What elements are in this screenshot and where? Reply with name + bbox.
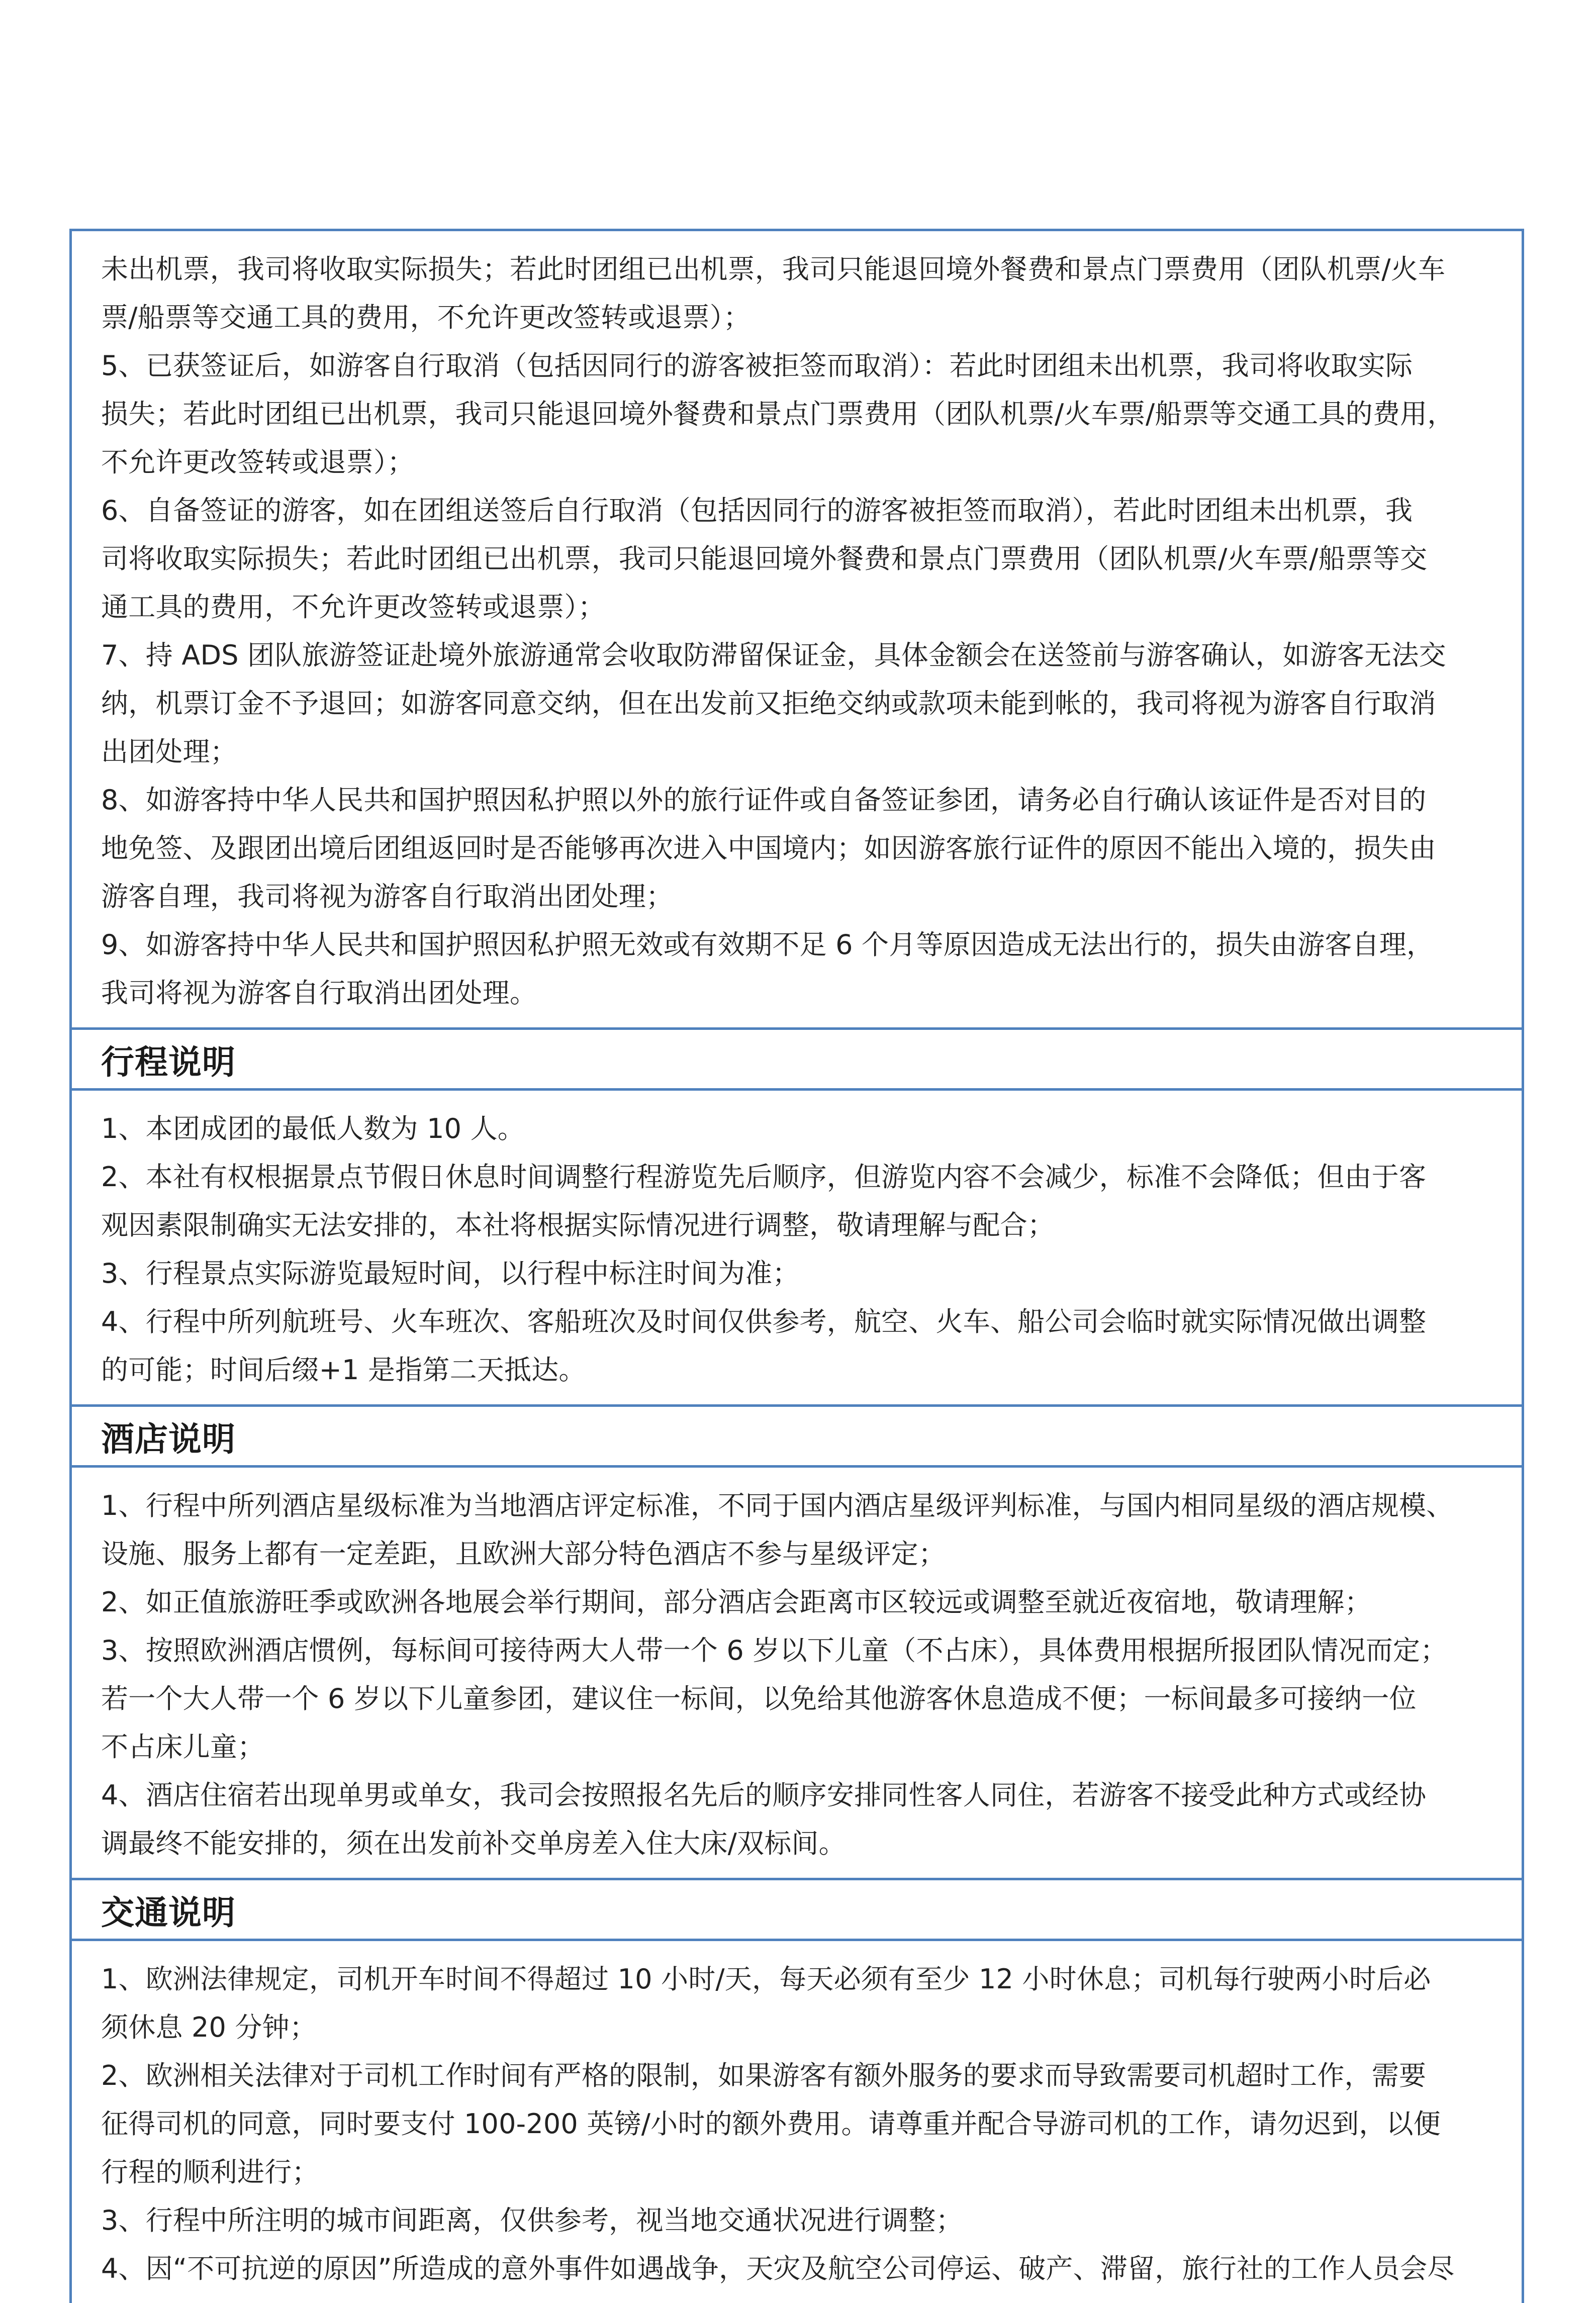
text-line: 6、自备签证的游客，如在团组送签后自行取消（包括因同行的游客被拒签而取消），若此时团组未出机票，我 xyxy=(101,495,1413,526)
text-line: 8、如游客持中华人民共和国护照因私护照以外的旅行证件或自备签证参团，请务必自行确认该证件是否对目的 xyxy=(101,784,1427,816)
text-line: 1、欧洲法律规定，司机开车时间不得超过 10 小时/天，每天必须有至少 12 小时休息；司机每行驶两小时后必 xyxy=(101,1963,1431,1995)
text-line: 通工具的费用，不允许更改签转或退票）； xyxy=(101,591,605,623)
text-line: 行程的顺利进行； xyxy=(101,2156,319,2188)
hotel-block xyxy=(72,1468,1522,1878)
cancellation-terms-block xyxy=(72,231,1522,1027)
text-line: 设施、服务上都有一定差距，且欧洲大部分特色酒店不参与星级评定； xyxy=(101,1538,946,1570)
text-line: 我司将视为游客自行取消出团处理。 xyxy=(101,977,537,1009)
text-line: 9、如游客持中华人民共和国护照因私护照无效或有效期不足 6 个月等原因造成无法出行的，损失由游客自理， xyxy=(101,929,1434,961)
text-line: 地免签、及跟团出境后团组返回时是否能够再次进入中国境内；如因游客旅行证件的原因不能出入境的，损失由 xyxy=(101,832,1436,864)
text-line: 4、行程中所列航班号、火车班次、客船班次及时间仅供参考，航空、火车、船公司会临时就实际情况做出调整 xyxy=(101,1306,1427,1337)
hotel-header xyxy=(72,1404,1522,1468)
text-line: 观因素限制确实无法安排的，本社将根据实际情况进行调整，敬请理解与配合； xyxy=(101,1209,1055,1241)
text-line: 纳，机票订金不予退回；如游客同意交纳，但在出发前又拒绝交纳或款项未能到帐的，我司将视为游客自行取消 xyxy=(101,688,1436,719)
text-line: 5、已获签证后，如游客自行取消（包括因同行的游客被拒签而取消）：若此时团组未出机票，我司将收取实际 xyxy=(101,350,1413,381)
text-line: 4、因“不可抗逆的原因”所造成的意外事件如遇战争，天灾及航空公司停运、破产、滞留，旅行社的工作人员会尽 xyxy=(101,2253,1455,2284)
text-line: 未出机票，我司将收取实际损失；若此时团组已出机票，我司只能退回境外餐费和景点门票费用（团队机票/火车 xyxy=(101,253,1446,285)
itinerary-title: 行程说明 xyxy=(101,1042,236,1082)
text-line: 的可能；时间后缀+1 是指第二天抵达。 xyxy=(101,1354,586,1386)
text-line: 调最终不能安排的，须在出发前补交单房差入住大床/双标间。 xyxy=(101,1828,846,1859)
text-line: 1、本团成团的最低人数为 10 人。 xyxy=(101,1113,525,1144)
itinerary-header xyxy=(72,1027,1522,1091)
text-line: 票/船票等交通工具的费用，不允许更改签转或退票）； xyxy=(101,302,751,333)
text-line: 不占床儿童； xyxy=(101,1731,265,1763)
text-line: 2、本社有权根据景点节假日休息时间调整行程游览先后顺序，但游览内容不会减少，标准不会降低；但由于客 xyxy=(101,1161,1427,1193)
text-line: 1、行程中所列酒店星级标准为当地酒店评定标准，不同于国内酒店星级评判标准，与国内相同星级的酒店规模、 xyxy=(101,1490,1454,1521)
text-line: 须休息 20 分钟； xyxy=(101,2011,317,2043)
transport-block xyxy=(72,1941,1522,2303)
text-line: 7、持 ADS 团队旅游签证赴境外旅游通常会收取防滞留保证金，具体金额会在送签前与游客确认，如游客无法交 xyxy=(101,639,1446,671)
text-line: 出团处理； xyxy=(101,736,237,767)
text-line: 不允许更改签转或退票）； xyxy=(101,446,415,478)
text-line: 征得司机的同意，同时要支付 100-200 英镑/小时的额外费用。请尊重并配合导游司机的工作，请勿迟到，以便 xyxy=(101,2108,1441,2140)
text-line: 3、按照欧洲酒店惯例，每标间可接待两大人带一个 6 岁以下儿童（不占床），具体费用根据所报团队情况而定； xyxy=(101,1635,1448,1666)
text-line: 2、如正值旅游旺季或欧洲各地展会举行期间，部分酒店会距离市区较远或调整至就近夜宿地，敬请理解； xyxy=(101,1586,1372,1618)
transport-header xyxy=(72,1878,1522,1941)
transport-title: 交通说明 xyxy=(101,1893,236,1932)
hotel-title: 酒店说明 xyxy=(101,1419,236,1459)
text-line: 若一个大人带一个 6 岁以下儿童参团，建议住一标间，以免给其他游客休息造成不便；一标间最多可接纳一位 xyxy=(101,1683,1417,1714)
text-line: 司将收取实际损失；若此时团组已出机票，我司只能退回境外餐费和景点门票费用（团队机票/火车票/船票等交 xyxy=(101,543,1428,574)
document-table xyxy=(69,229,1524,2303)
text-line: 游客自理，我司将视为游客自行取消出团处理； xyxy=(101,881,674,912)
text-line: 4、酒店住宿若出现单男或单女，我司会按照报名先后的顺序安排同性客人同住，若游客不接受此种方式或经协 xyxy=(101,1779,1427,1811)
text-line: 3、行程景点实际游览最短时间，以行程中标注时间为准； xyxy=(101,1258,800,1289)
text-line: 损失；若此时团组已出机票，我司只能退回境外餐费和景点门票费用（团队机票/火车票/船票等交通工具的费用， xyxy=(101,398,1455,430)
itinerary-block xyxy=(72,1091,1522,1404)
text-line: 2、欧洲相关法律对于司机工作时间有严格的限制，如果游客有额外服务的要求而导致需要司机超时工作，需要 xyxy=(101,2060,1427,2091)
text-line: 3、行程中所注明的城市间距离，仅供参考，视当地交通状况进行调整； xyxy=(101,2204,963,2236)
